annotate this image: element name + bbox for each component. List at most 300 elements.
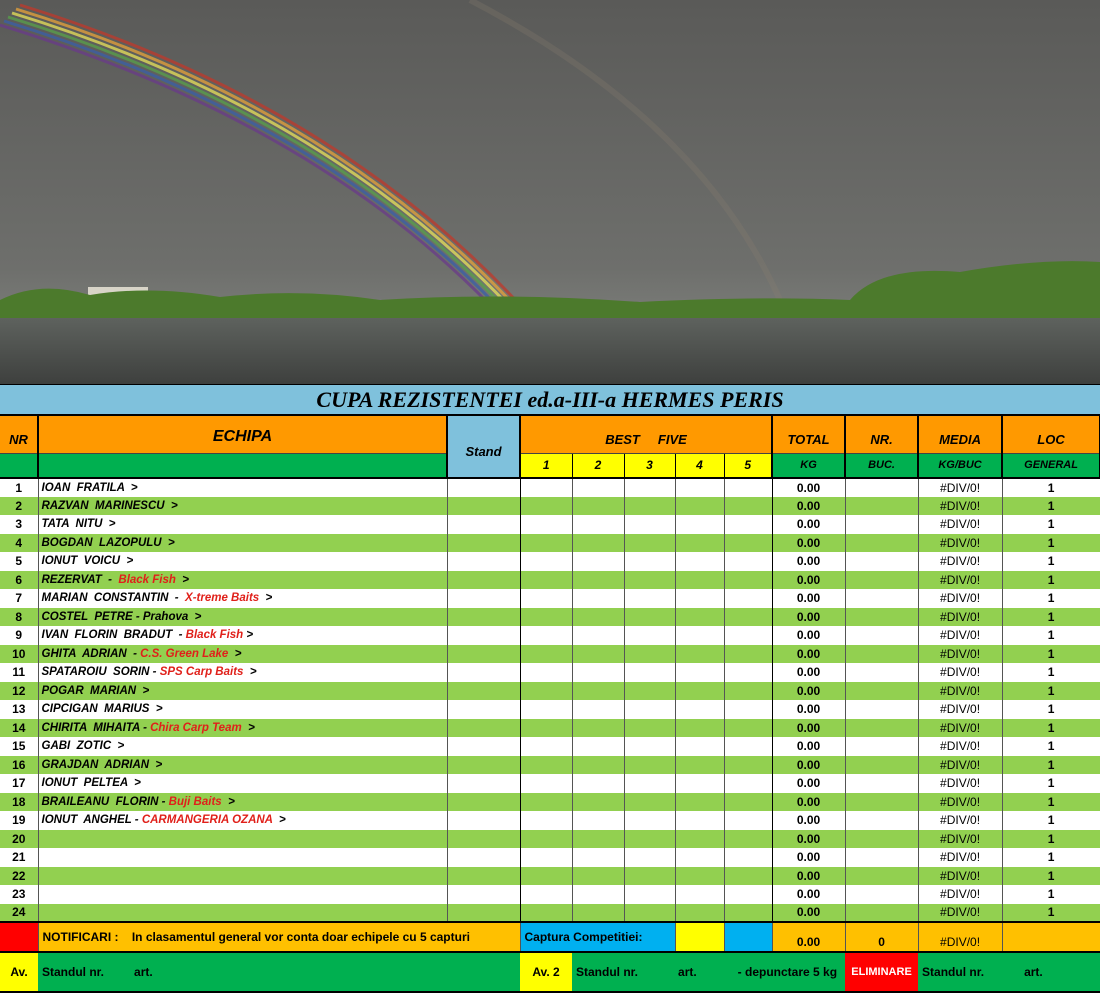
nr-buc[interactable] [845, 867, 918, 886]
participant-name: BOGDAN LAZOPULU > [41, 536, 175, 549]
catch-1-cell[interactable] [520, 848, 572, 867]
nr-buc[interactable] [845, 885, 918, 904]
catch-3-cell[interactable] [624, 848, 675, 867]
catch-1-cell[interactable] [520, 737, 572, 756]
team-name-cell[interactable] [38, 534, 447, 553]
captura-count: 0 [845, 922, 918, 952]
row-nr: 14 [0, 719, 38, 738]
loc-general: 1 [1002, 885, 1100, 904]
team-name-cell[interactable] [38, 848, 447, 867]
catch-2-cell[interactable] [572, 700, 624, 719]
table-row [0, 571, 1100, 590]
catch-3-cell[interactable] [624, 497, 675, 516]
header-nr: NR [0, 416, 38, 453]
catch-4-cell[interactable] [675, 645, 724, 664]
nr-buc[interactable] [845, 830, 918, 849]
table-row [0, 719, 1100, 738]
total-kg: 0.00 [772, 867, 845, 886]
catch-4-cell[interactable] [675, 737, 724, 756]
catch-2-cell[interactable] [572, 682, 624, 701]
catch-1-cell[interactable] [520, 793, 572, 812]
team-name-cell[interactable] [38, 885, 447, 904]
team-name-cell[interactable] [38, 867, 447, 886]
catch-3-cell[interactable] [624, 626, 675, 645]
loc-general: 1 [1002, 830, 1100, 849]
media-kg-buc: #DIV/0! [918, 497, 1002, 516]
catch-5-cell[interactable] [724, 848, 772, 867]
catch-4-cell[interactable] [675, 700, 724, 719]
catch-2-cell[interactable] [572, 552, 624, 571]
stand-cell[interactable] [447, 904, 520, 923]
catch-3-cell[interactable] [624, 737, 675, 756]
catch-1-cell[interactable] [520, 663, 572, 682]
team-name-cell[interactable] [38, 515, 447, 534]
catch-3-cell[interactable] [624, 719, 675, 738]
stand-cell[interactable] [447, 608, 520, 627]
catch-2-cell[interactable] [572, 756, 624, 775]
total-kg: 0.00 [772, 885, 845, 904]
header-echipa: ECHIPA [38, 416, 447, 453]
catch-3-cell[interactable] [624, 645, 675, 664]
av2-stand: Standul nr. [576, 965, 639, 979]
catch-5-cell[interactable] [724, 904, 772, 923]
nr-buc[interactable] [845, 774, 918, 793]
loc-general: 1 [1002, 811, 1100, 830]
row-nr: 11 [0, 663, 38, 682]
participant-name: IONUT PELTEA > [41, 777, 141, 790]
catch-5-header: 5 [724, 453, 772, 478]
catch-1-cell[interactable] [520, 534, 572, 553]
stand-cell[interactable] [447, 737, 520, 756]
catch-2-cell[interactable] [572, 737, 624, 756]
name-suffix: > [259, 592, 273, 605]
catch-1-cell[interactable] [520, 589, 572, 608]
catch-4-cell[interactable] [675, 830, 724, 849]
catch-2-header: 2 [572, 453, 624, 478]
row-nr: 3 [0, 515, 38, 534]
catch-5-cell[interactable] [724, 571, 772, 590]
nr-buc[interactable] [845, 904, 918, 923]
participant-name: TATA NITU > [41, 518, 116, 531]
loc-general: 1 [1002, 645, 1100, 664]
name-suffix: > [175, 573, 190, 586]
nr-buc[interactable] [845, 589, 918, 608]
catch-3-cell[interactable] [624, 904, 675, 923]
nr-buc[interactable] [845, 700, 918, 719]
stand-cell[interactable] [447, 645, 520, 664]
table-row [0, 848, 1100, 867]
catch-4-cell[interactable] [675, 885, 724, 904]
catch-2-cell[interactable] [572, 719, 624, 738]
team-name-cell[interactable] [38, 811, 447, 830]
catch-3-header: 3 [624, 453, 675, 478]
nr-buc[interactable] [845, 626, 918, 645]
media-kg-buc: #DIV/0! [918, 682, 1002, 701]
team-name-cell[interactable] [38, 904, 447, 923]
catch-3-cell[interactable] [624, 756, 675, 775]
catch-4-cell[interactable] [675, 497, 724, 516]
row-nr: 10 [0, 645, 38, 664]
participant-name: MARIAN CONSTANTIN - [41, 592, 186, 605]
team-name-cell[interactable] [38, 756, 447, 775]
captura-yellow-cell[interactable] [675, 922, 724, 952]
catch-2-cell[interactable] [572, 885, 624, 904]
catch-4-cell[interactable] [675, 515, 724, 534]
nr-buc[interactable] [845, 719, 918, 738]
catch-1-cell[interactable] [520, 571, 572, 590]
nr-buc[interactable] [845, 682, 918, 701]
catch-5-cell[interactable] [724, 515, 772, 534]
participant-name: IOAN FRATILA > [41, 481, 138, 494]
catch-2-cell[interactable] [572, 645, 624, 664]
catch-3-cell[interactable] [624, 700, 675, 719]
catch-1-cell[interactable] [520, 682, 572, 701]
elimination-label: ELIMINARE [845, 952, 918, 992]
media-kg-buc: #DIV/0! [918, 515, 1002, 534]
catch-3-cell[interactable] [624, 830, 675, 849]
table-row [0, 645, 1100, 664]
nr-buc[interactable] [845, 571, 918, 590]
catch-5-cell[interactable] [724, 478, 772, 497]
row-nr: 22 [0, 867, 38, 886]
team-name-cell[interactable] [38, 589, 447, 608]
nr-buc[interactable] [845, 534, 918, 553]
nr-buc[interactable] [845, 663, 918, 682]
catch-1-cell[interactable] [520, 904, 572, 923]
catch-5-cell[interactable] [724, 719, 772, 738]
catch-5-cell[interactable] [724, 645, 772, 664]
subheader-empty [0, 453, 38, 478]
loc-general: 1 [1002, 626, 1100, 645]
catch-3-cell[interactable] [624, 478, 675, 497]
catch-3-cell[interactable] [624, 811, 675, 830]
participant-name: GHITA ADRIAN - [41, 647, 141, 660]
team-sponsor: C.S. Green Lake [140, 647, 229, 660]
alert-cell [0, 922, 38, 952]
elim-stand-text: Standul nr. [922, 965, 985, 979]
header-kg-buc: KG/BUC [918, 453, 1002, 478]
catch-4-cell[interactable] [675, 904, 724, 923]
team-name-cell[interactable] [38, 497, 447, 516]
participant-name: POGAR MARIAN > [41, 684, 150, 697]
captura-blue-cell[interactable] [724, 922, 772, 952]
catch-2-cell[interactable] [572, 478, 624, 497]
team-sponsor: Black Fish [118, 573, 176, 586]
catch-2-cell[interactable] [572, 626, 624, 645]
notification-cell [38, 922, 520, 952]
catch-4-cell[interactable] [675, 848, 724, 867]
stand-cell[interactable] [447, 515, 520, 534]
catch-4-cell[interactable] [675, 719, 724, 738]
stand-cell[interactable] [447, 626, 520, 645]
table-row [0, 885, 1100, 904]
av1-label: Av. [0, 952, 38, 992]
catch-2-cell[interactable] [572, 867, 624, 886]
catch-5-cell[interactable] [724, 737, 772, 756]
catch-4-cell[interactable] [675, 756, 724, 775]
stand-cell[interactable] [447, 571, 520, 590]
participant-name: GRAJDAN ADRIAN > [41, 758, 163, 771]
catch-4-cell[interactable] [675, 811, 724, 830]
catch-2-cell[interactable] [572, 904, 624, 923]
av2-cell [572, 952, 724, 992]
total-kg: 0.00 [772, 626, 845, 645]
catch-5-cell[interactable] [724, 589, 772, 608]
total-kg: 0.00 [772, 534, 845, 553]
total-kg: 0.00 [772, 811, 845, 830]
captura-empty [1002, 922, 1100, 952]
loc-general: 1 [1002, 497, 1100, 516]
nr-buc[interactable] [845, 552, 918, 571]
catch-1-cell[interactable] [520, 515, 572, 534]
total-kg: 0.00 [772, 737, 845, 756]
catch-2-cell[interactable] [572, 811, 624, 830]
team-sponsor: CARMANGERIA OZANA [141, 814, 273, 827]
row-nr: 7 [0, 589, 38, 608]
catch-2-cell[interactable] [572, 608, 624, 627]
stand-cell[interactable] [447, 682, 520, 701]
catch-1-cell[interactable] [520, 608, 572, 627]
stand-cell[interactable] [447, 719, 520, 738]
stand-cell[interactable] [447, 497, 520, 516]
nr-buc[interactable] [845, 756, 918, 775]
catch-2-cell[interactable] [572, 830, 624, 849]
catch-5-cell[interactable] [724, 700, 772, 719]
row-nr: 24 [0, 904, 38, 923]
catch-3-cell[interactable] [624, 515, 675, 534]
catch-5-cell[interactable] [724, 663, 772, 682]
media-kg-buc: #DIV/0! [918, 848, 1002, 867]
catch-3-cell[interactable] [624, 867, 675, 886]
catch-1-cell[interactable] [520, 719, 572, 738]
row-nr: 18 [0, 793, 38, 812]
catch-2-cell[interactable] [572, 774, 624, 793]
catch-5-cell[interactable] [724, 885, 772, 904]
name-suffix: > [243, 666, 257, 679]
table-row [0, 589, 1100, 608]
team-name-cell[interactable] [38, 663, 447, 682]
nr-buc[interactable] [845, 737, 918, 756]
name-suffix: > [241, 721, 255, 734]
loc-general: 1 [1002, 700, 1100, 719]
total-kg: 0.00 [772, 756, 845, 775]
media-kg-buc: #DIV/0! [918, 737, 1002, 756]
table-row [0, 700, 1100, 719]
team-name-cell[interactable] [38, 737, 447, 756]
participant-name: SPATAROIU SORIN - [41, 666, 160, 679]
catch-3-cell[interactable] [624, 534, 675, 553]
catch-4-cell[interactable] [675, 663, 724, 682]
catch-5-cell[interactable] [724, 756, 772, 775]
catch-5-cell[interactable] [724, 867, 772, 886]
catch-4-cell[interactable] [675, 867, 724, 886]
catch-2-cell[interactable] [572, 663, 624, 682]
catch-5-cell[interactable] [724, 552, 772, 571]
catch-3-cell[interactable] [624, 571, 675, 590]
catch-3-cell[interactable] [624, 608, 675, 627]
total-kg: 0.00 [772, 848, 845, 867]
team-name-cell[interactable] [38, 608, 447, 627]
nr-buc[interactable] [845, 793, 918, 812]
catch-2-cell[interactable] [572, 589, 624, 608]
row-nr: 16 [0, 756, 38, 775]
catch-3-cell[interactable] [624, 589, 675, 608]
total-kg: 0.00 [772, 552, 845, 571]
catch-4-cell[interactable] [675, 626, 724, 645]
loc-general: 1 [1002, 756, 1100, 775]
catch-4-cell[interactable] [675, 793, 724, 812]
total-kg: 0.00 [772, 589, 845, 608]
media-kg-buc: #DIV/0! [918, 626, 1002, 645]
nr-buc[interactable] [845, 497, 918, 516]
team-name-cell[interactable] [38, 478, 447, 497]
catch-1-cell[interactable] [520, 626, 572, 645]
catch-5-cell[interactable] [724, 626, 772, 645]
catch-5-cell[interactable] [724, 811, 772, 830]
team-name-cell[interactable] [38, 700, 447, 719]
catch-5-cell[interactable] [724, 682, 772, 701]
catch-1-cell[interactable] [520, 645, 572, 664]
catch-2-cell[interactable] [572, 515, 624, 534]
catch-3-cell[interactable] [624, 682, 675, 701]
catch-4-cell[interactable] [675, 589, 724, 608]
catch-1-cell[interactable] [520, 700, 572, 719]
loc-general: 1 [1002, 774, 1100, 793]
team-sponsor: X-treme Baits [185, 592, 260, 605]
catch-2-cell[interactable] [572, 497, 624, 516]
table-row [0, 737, 1100, 756]
stand-cell[interactable] [447, 885, 520, 904]
total-kg: 0.00 [772, 497, 845, 516]
catch-1-cell[interactable] [520, 552, 572, 571]
team-name-cell[interactable] [38, 682, 447, 701]
stand-cell[interactable] [447, 478, 520, 497]
catch-3-cell[interactable] [624, 793, 675, 812]
catch-1-cell[interactable] [520, 830, 572, 849]
table-row [0, 663, 1100, 682]
stand-cell[interactable] [447, 848, 520, 867]
nr-buc[interactable] [845, 515, 918, 534]
row-nr: 1 [0, 478, 38, 497]
catch-1-cell[interactable] [520, 867, 572, 886]
catch-5-cell[interactable] [724, 774, 772, 793]
stand-cell[interactable] [447, 867, 520, 886]
elim-stand [918, 952, 1100, 992]
catch-5-cell[interactable] [724, 608, 772, 627]
stand-cell[interactable] [447, 552, 520, 571]
catch-5-cell[interactable] [724, 497, 772, 516]
team-name-cell[interactable] [38, 552, 447, 571]
catch-3-cell[interactable] [624, 552, 675, 571]
catch-5-cell[interactable] [724, 830, 772, 849]
media-kg-buc: #DIV/0! [918, 756, 1002, 775]
stand-cell[interactable] [447, 793, 520, 812]
nr-buc[interactable] [845, 645, 918, 664]
catch-4-cell[interactable] [675, 608, 724, 627]
nr-buc[interactable] [845, 848, 918, 867]
nr-buc[interactable] [845, 608, 918, 627]
catch-4-cell[interactable] [675, 552, 724, 571]
stand-cell[interactable] [447, 589, 520, 608]
nr-buc[interactable] [845, 811, 918, 830]
nr-buc[interactable] [845, 478, 918, 497]
stand-cell[interactable] [447, 700, 520, 719]
loc-general: 1 [1002, 663, 1100, 682]
row-nr: 6 [0, 571, 38, 590]
table-row [0, 811, 1100, 830]
team-name-cell[interactable] [38, 830, 447, 849]
team-name-cell[interactable] [38, 626, 447, 645]
table-row [0, 774, 1100, 793]
stand-cell[interactable] [447, 663, 520, 682]
loc-general: 1 [1002, 534, 1100, 553]
stand-cell[interactable] [447, 534, 520, 553]
catch-3-cell[interactable] [624, 885, 675, 904]
catch-2-cell[interactable] [572, 848, 624, 867]
stand-cell[interactable] [447, 756, 520, 775]
table-row [0, 756, 1100, 775]
total-kg: 0.00 [772, 904, 845, 923]
catch-2-cell[interactable] [572, 534, 624, 553]
catch-4-cell[interactable] [675, 682, 724, 701]
catch-2-cell[interactable] [572, 571, 624, 590]
row-nr: 8 [0, 608, 38, 627]
captura-label: Captura Competitiei: [520, 922, 675, 952]
catch-2-cell[interactable] [572, 793, 624, 812]
table-row [0, 552, 1100, 571]
stand-cell[interactable] [447, 774, 520, 793]
row-nr: 23 [0, 885, 38, 904]
table-row [0, 515, 1100, 534]
catch-1-cell[interactable] [520, 811, 572, 830]
loc-general: 1 [1002, 608, 1100, 627]
catch-1-cell[interactable] [520, 478, 572, 497]
team-name-cell[interactable] [38, 719, 447, 738]
catch-1-cell[interactable] [520, 756, 572, 775]
header-stand: Stand [447, 416, 520, 478]
table-row [0, 626, 1100, 645]
catch-1-cell[interactable] [520, 774, 572, 793]
catch-5-cell[interactable] [724, 793, 772, 812]
stand-cell[interactable] [447, 811, 520, 830]
team-name-cell[interactable] [38, 645, 447, 664]
catch-4-cell[interactable] [675, 571, 724, 590]
loc-general: 1 [1002, 515, 1100, 534]
media-kg-buc: #DIV/0! [918, 830, 1002, 849]
av1-art: art. [134, 965, 153, 979]
catch-3-cell[interactable] [624, 774, 675, 793]
catch-1-cell[interactable] [520, 885, 572, 904]
team-name-cell[interactable] [38, 793, 447, 812]
catch-4-cell[interactable] [675, 534, 724, 553]
catch-1-header: 1 [520, 453, 572, 478]
warnings-row [0, 952, 1100, 992]
catch-5-cell[interactable] [724, 534, 772, 553]
team-name-cell[interactable] [38, 571, 447, 590]
total-kg: 0.00 [772, 719, 845, 738]
row-nr: 2 [0, 497, 38, 516]
media-kg-buc: #DIV/0! [918, 811, 1002, 830]
catch-3-cell[interactable] [624, 663, 675, 682]
stand-cell[interactable] [447, 830, 520, 849]
total-kg: 0.00 [772, 663, 845, 682]
catch-4-cell[interactable] [675, 478, 724, 497]
catch-4-cell[interactable] [675, 774, 724, 793]
team-name-cell[interactable] [38, 774, 447, 793]
catch-1-cell[interactable] [520, 497, 572, 516]
media-kg-buc: #DIV/0! [918, 534, 1002, 553]
total-kg: 0.00 [772, 830, 845, 849]
